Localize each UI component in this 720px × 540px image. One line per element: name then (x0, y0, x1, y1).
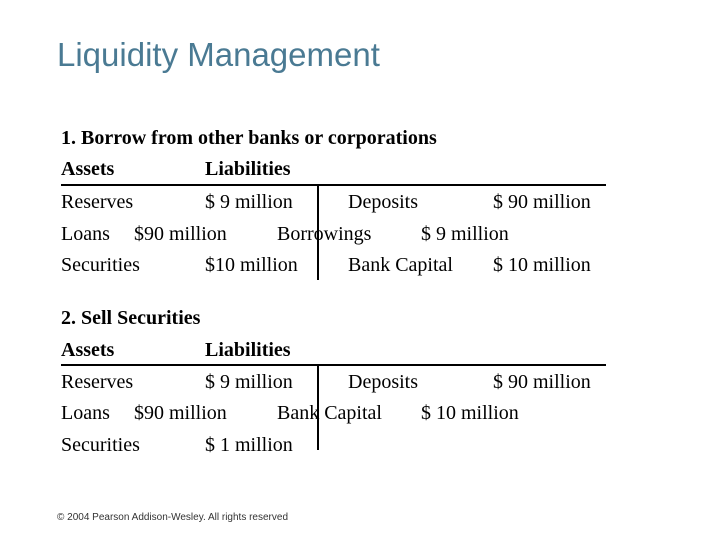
section2-liabilities-label: Liabilities (205, 339, 291, 361)
section2-row3-asset-value: $ 1 million (205, 434, 293, 456)
section2-row1-asset-value: $ 9 million (205, 371, 293, 393)
section1-row2-liability: Borrowings (277, 223, 372, 245)
section2-row3-asset: Securities (61, 434, 140, 456)
section2-row2-asset: Loans (61, 402, 110, 424)
section2-heading: 2. Sell Securities (61, 307, 201, 329)
section1-row2-asset-value: $90 million (134, 223, 227, 245)
section2-row2-liability-value: $ 10 million (421, 402, 519, 424)
section1-assets-label: Assets (61, 158, 115, 180)
section1-row2-asset: Loans (61, 223, 110, 245)
section2-row1-liability: Deposits (348, 371, 418, 393)
section2-row1-liability-value: $ 90 million (493, 371, 591, 393)
section1-heading: 1. Borrow from other banks or corporations (61, 127, 437, 149)
section1-row1-asset: Reserves (61, 191, 134, 213)
section2-row2-liability: Bank Capital (277, 402, 382, 424)
section1-row3-liability: Bank Capital (348, 254, 453, 276)
slide-title: Liquidity Management (57, 36, 380, 73)
section1-row2-liability-value: $ 9 million (421, 223, 509, 245)
section1-row3-asset-value: $10 million (205, 254, 298, 276)
section1-row1-liability: Deposits (348, 191, 418, 213)
section1-t-account-horizontal (61, 184, 606, 186)
section1-row1-asset-value: $ 9 million (205, 191, 293, 213)
section1-liabilities-label: Liabilities (205, 158, 291, 180)
section2-t-account-horizontal (61, 364, 606, 366)
section1-row3-asset: Securities (61, 254, 140, 276)
section2-row1-asset: Reserves (61, 371, 134, 393)
section1-row1-liability-value: $ 90 million (493, 191, 591, 213)
copyright-footer: © 2004 Pearson Addison-Wesley. All rights reserved (57, 512, 289, 523)
section2-row2-asset-value: $90 million (134, 402, 227, 424)
section1-row3-liability-value: $ 10 million (493, 254, 591, 276)
section2-assets-label: Assets (61, 339, 115, 361)
